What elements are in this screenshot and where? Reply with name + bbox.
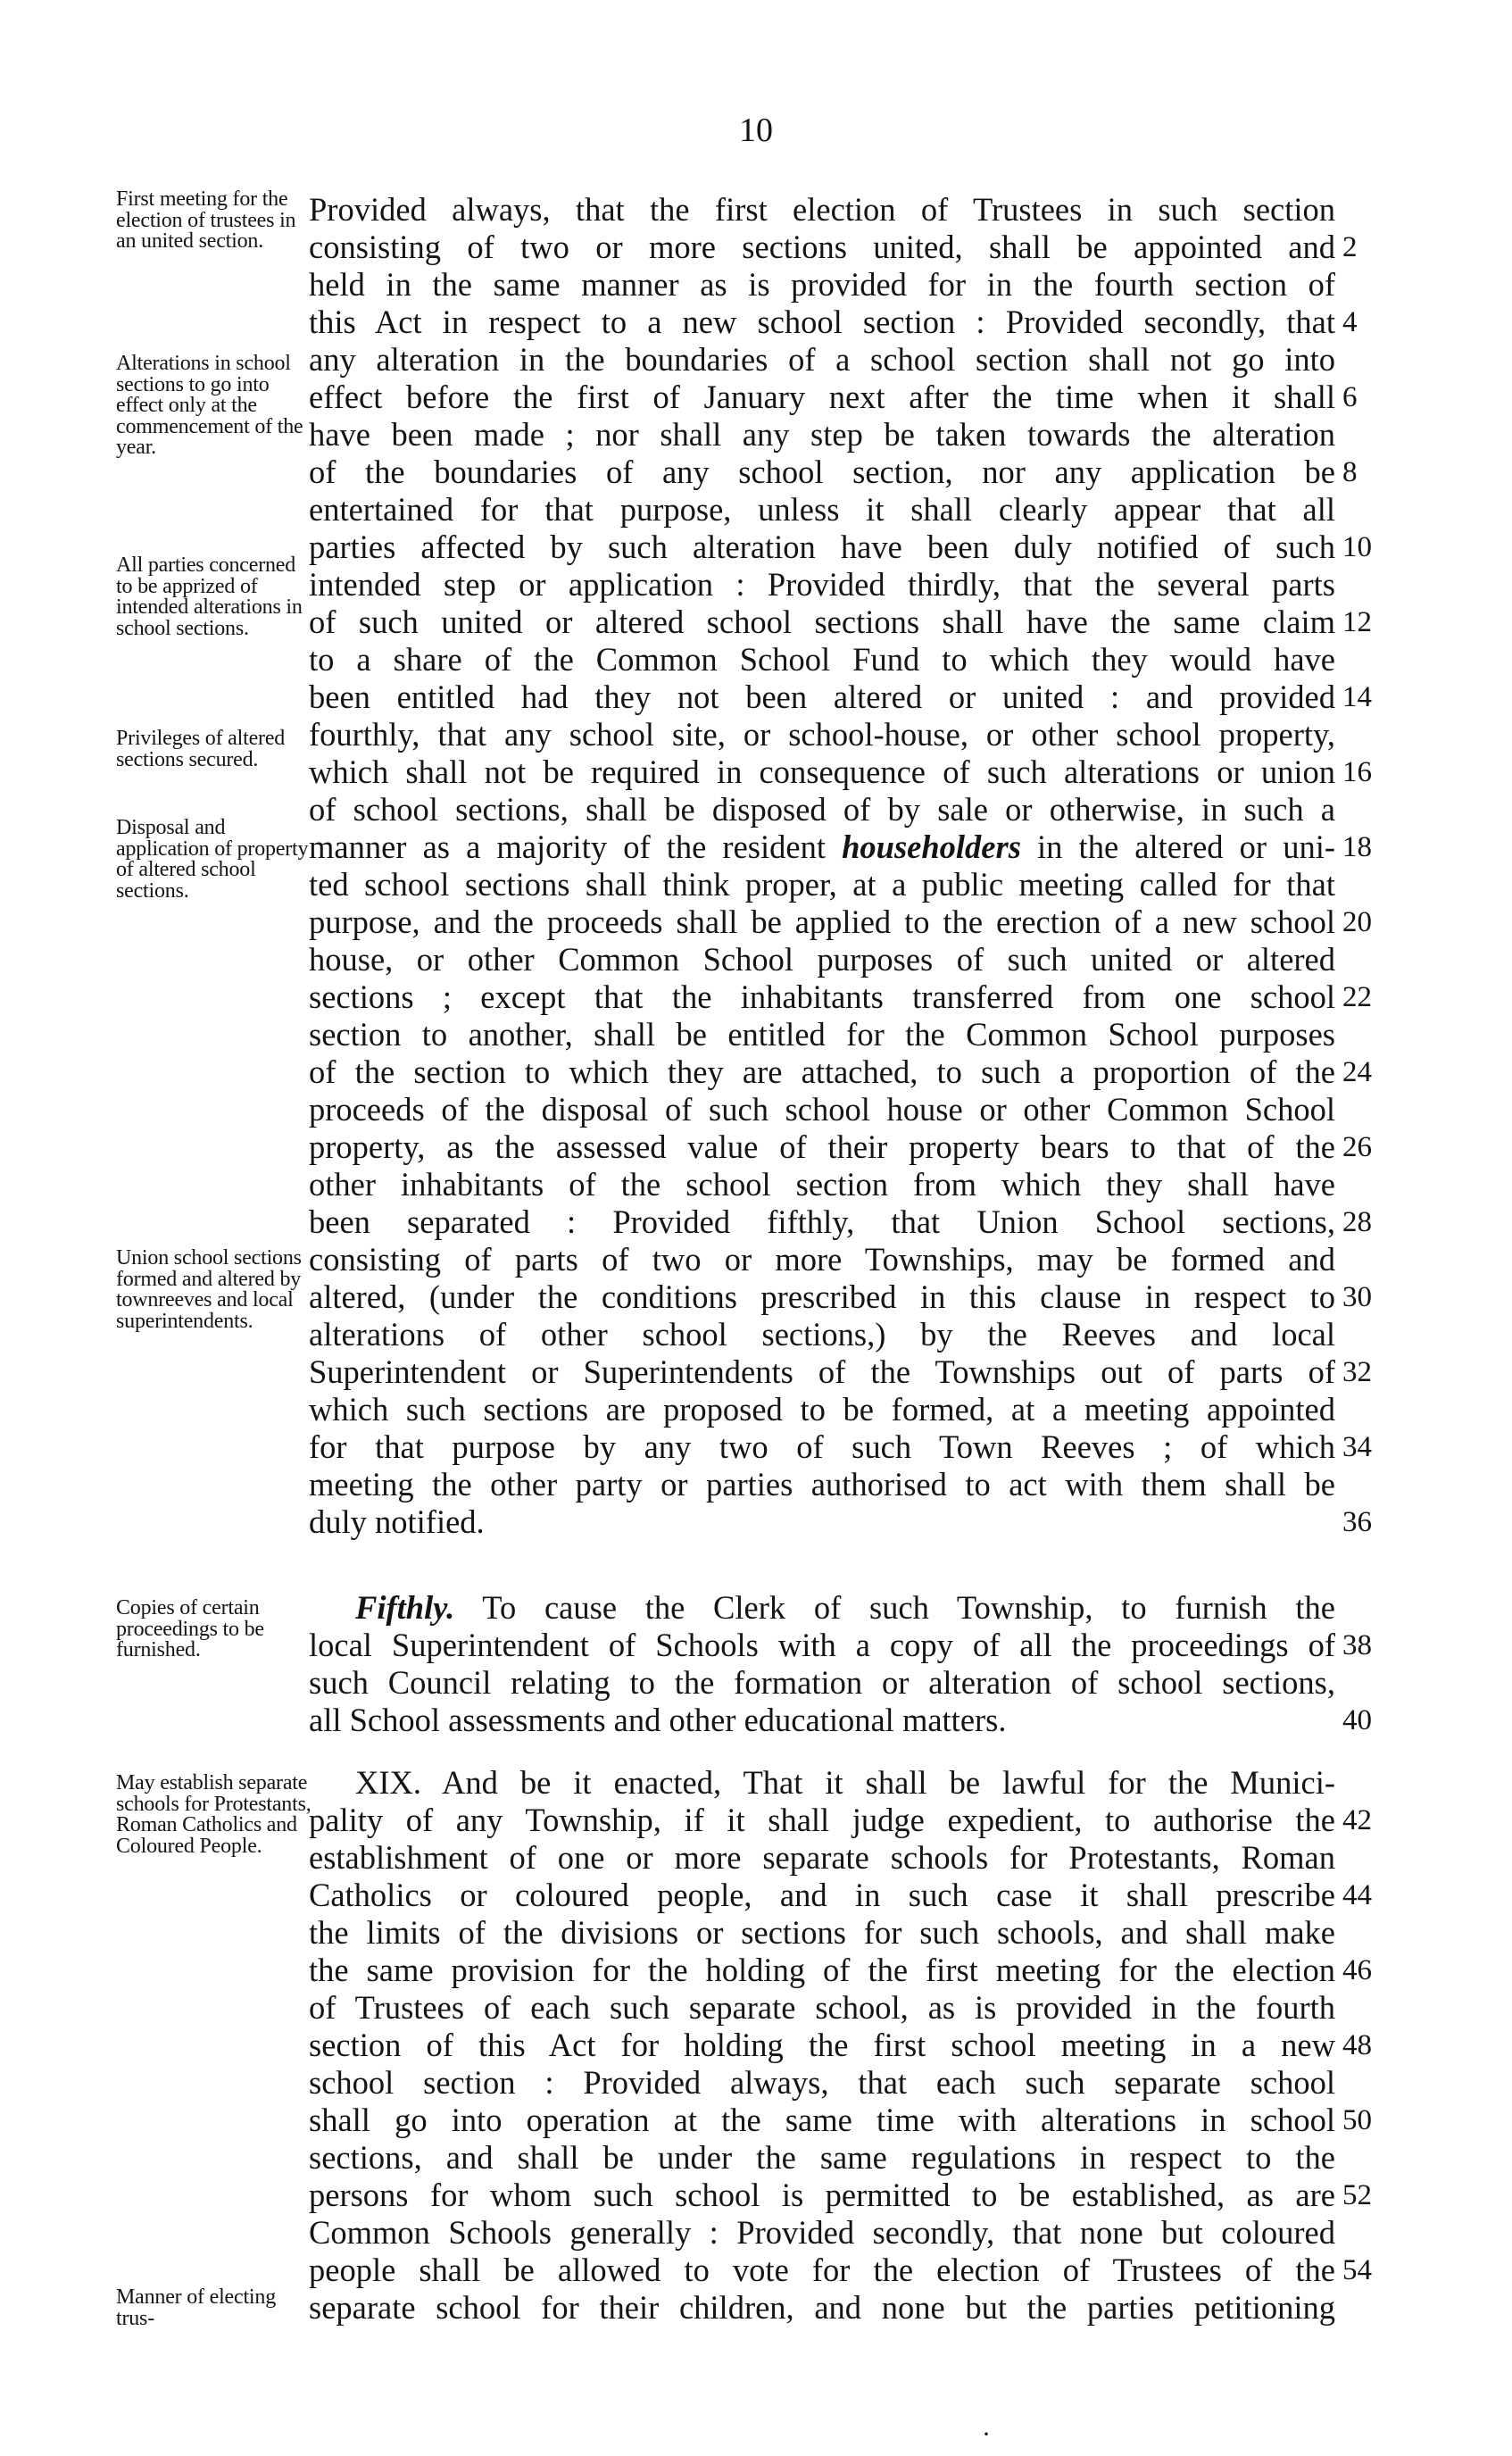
text-line: alterations of other school sections,) by the Reeves and local xyxy=(309,1316,1335,1353)
text-fragment: manner as a majority of the resident xyxy=(309,828,826,865)
text-line: intended step or application : Provided thirdly, that the several parts xyxy=(309,566,1335,603)
line-number: 26 xyxy=(1342,1131,1372,1163)
text-line: ted school sections shall think proper, at a public meeting called for that xyxy=(309,866,1335,903)
page-number: 10 xyxy=(739,112,773,149)
margin-note: All parties concerned to be apprized of intended alterations in school sections. xyxy=(116,554,303,640)
text-line: duly notified. xyxy=(309,1503,485,1540)
text-line: fourthly, that any school site, or school-house, or other school property, xyxy=(309,716,1335,753)
text-line: establishment of one or more separate schools for Protestants, Roman xyxy=(309,1839,1335,1876)
text-line: Superintendent or Superintendents of the Townships out of parts of xyxy=(309,1353,1335,1390)
text-line: sections, and shall be under the same regulations in respect to the xyxy=(309,2139,1335,2176)
text-line: consisting of two or more sections united, shall be appointed and xyxy=(309,229,1335,265)
text-line: purpose, and the proceeds shall be applied to the erection of a new school xyxy=(309,903,1335,940)
text-line: persons for whom such school is permitted to be established, as are xyxy=(309,2177,1335,2213)
text-line: of such united or altered school sections shall have the same claim xyxy=(309,604,1335,640)
text-line: such Council relating to the formation or alteration of school sections, xyxy=(309,1664,1335,1701)
line-number: 40 xyxy=(1342,1704,1372,1736)
text-fragment: in the altered or uni- xyxy=(1020,828,1335,865)
line-number: 16 xyxy=(1342,756,1372,788)
text-line: which shall not be required in consequence of such alterations or union xyxy=(309,753,1335,790)
margin-note: Alterations in school sections to go into effect only at the commencement of the year. xyxy=(116,352,303,459)
line-number: 22 xyxy=(1342,981,1372,1013)
italic-word: householders xyxy=(842,828,1021,865)
text-line xyxy=(309,827,1335,868)
margin-note: Privileges of altered sections secured. xyxy=(116,727,286,771)
text-line: Common Schools generally : Provided secondly, that none but coloured xyxy=(309,2214,1335,2251)
text-line: people shall be allowed to vote for the election of Trustees of the xyxy=(309,2252,1335,2288)
text-line: of school sections, shall be disposed of by sale or otherwise, in such a xyxy=(309,791,1335,828)
line-number: 48 xyxy=(1342,2029,1372,2061)
text-line: meeting the other party or parties authorised to act with them shall be xyxy=(309,1466,1335,1503)
text-line: Provided always, that the first election of Trustees in such section xyxy=(309,191,1335,228)
text-line: Catholics or coloured people, and in such case it shall prescribe xyxy=(309,1877,1335,1913)
line-number: 24 xyxy=(1342,1056,1372,1088)
text-line: local Superintendent of Schools with a copy of all the proceedings of xyxy=(309,1627,1335,1663)
line-number: 42 xyxy=(1342,1804,1372,1836)
text-line: held in the same manner as is provided for in the fourth section of xyxy=(309,266,1335,303)
text-line: parties affected by such alteration have been duly notified of such xyxy=(309,529,1335,565)
line-number: 18 xyxy=(1342,831,1372,863)
text-line: proceeds of the disposal of such school house or other Common School xyxy=(309,1091,1335,1128)
text-line: consisting of parts of two or more Townships, may be formed and xyxy=(309,1241,1335,1278)
text-line: of the boundaries of any school section, nor any application be xyxy=(309,454,1335,490)
text-line: house, or other Common School purposes of such united or altered xyxy=(309,941,1335,978)
text-line: entertained for that purpose, unless it shall clearly appear that all xyxy=(309,491,1335,528)
line-number: 2 xyxy=(1342,231,1358,263)
text-line: XIX. And be it enacted, That it shall be lawful for the Munici- xyxy=(355,1764,1335,1801)
text-line: for that purpose by any two of such Town Reeves ; of which xyxy=(309,1428,1335,1465)
text-line: shall go into operation at the same time with alterations in school xyxy=(309,2102,1335,2138)
margin-note: Disposal and application of property of altered school sections. xyxy=(116,816,309,903)
line-number: 50 xyxy=(1342,2104,1372,2136)
italic-word: Fifthly. xyxy=(355,1589,455,1626)
text-line: section to another, shall be entitled for the Common School purposes xyxy=(309,1016,1335,1053)
text-line: to a share of the Common School Fund to which they would have xyxy=(309,641,1335,678)
line-number: 6 xyxy=(1342,381,1358,413)
margin-note: First meeting for the election of trustees in an united section. xyxy=(116,187,296,253)
text-line: effect before the first of January next after the time when it shall xyxy=(309,379,1335,415)
line-number: 30 xyxy=(1342,1281,1372,1313)
text-fragment: To cause the Clerk of such Township, to furnish the xyxy=(454,1589,1335,1626)
margin-note: Copies of certain proceedings to be furnished. xyxy=(116,1596,264,1661)
line-number: 8 xyxy=(1342,456,1358,488)
text-line: property, as the assessed value of their property bears to that of the xyxy=(309,1128,1335,1165)
margin-note: May establish separate schools for Protestants, Roman Catholics and Coloured People. xyxy=(116,1771,312,1858)
text-line: which such sections are proposed to be formed, at a meeting appointed xyxy=(309,1391,1335,1428)
line-number: 52 xyxy=(1342,2179,1372,2211)
line-number: 32 xyxy=(1342,1356,1372,1388)
text-line: have been made ; nor shall any step be taken towards the alteration xyxy=(309,416,1335,453)
text-line: of Trustees of each such separate school, as is provided in the fourth xyxy=(309,1989,1335,2026)
text-line: the same provision for the holding of the first meeting for the election xyxy=(309,1952,1335,1988)
text-line xyxy=(309,1587,1335,1628)
line-number: 14 xyxy=(1342,681,1372,713)
margin-note: Union school sections formed and altered by townreeves and local superintendents. xyxy=(116,1246,302,1333)
text-line: all School assessments and other educational matters. xyxy=(309,1702,1007,1738)
print-mark: · xyxy=(982,2419,991,2449)
text-line: other inhabitants of the school section from which they shall have xyxy=(309,1166,1335,1203)
line-number: 38 xyxy=(1342,1629,1372,1661)
line-number: 54 xyxy=(1342,2254,1372,2286)
line-number: 20 xyxy=(1342,906,1372,938)
text-line: altered, (under the conditions prescribed in this clause in respect to xyxy=(309,1278,1335,1315)
text-line: school section : Provided always, that each such separate school xyxy=(309,2064,1335,2101)
line-number: 4 xyxy=(1342,306,1358,338)
line-number: 28 xyxy=(1342,1206,1372,1238)
line-number: 36 xyxy=(1342,1506,1372,1538)
text-line: of the section to which they are attached, to such a proportion of the xyxy=(309,1053,1335,1090)
line-number: 34 xyxy=(1342,1431,1372,1463)
line-number: 44 xyxy=(1342,1879,1372,1911)
text-line: this Act in respect to a new school section : Provided secondly, that xyxy=(309,304,1335,340)
line-number: 10 xyxy=(1342,531,1372,563)
text-line: sections ; except that the inhabitants transferred from one school xyxy=(309,978,1335,1015)
text-line: been separated : Provided fifthly, that Union School sections, xyxy=(309,1203,1335,1240)
line-number: 46 xyxy=(1342,1954,1372,1986)
text-line: pality of any Township, if it shall judge expedient, to authorise the xyxy=(309,1802,1335,1838)
margin-note: Manner of electing trus- xyxy=(116,2285,276,2330)
text-line: section of this Act for holding the first school meeting in a new xyxy=(309,2027,1335,2063)
text-line: been entitled had they not been altered or united : and provided xyxy=(309,679,1335,715)
text-line: any alteration in the boundaries of a school section shall not go into xyxy=(309,341,1335,378)
text-line: the limits of the divisions or sections for such schools, and shall make xyxy=(309,1914,1335,1951)
text-line: separate school for their children, and none but the parties petitioning xyxy=(309,2289,1335,2326)
line-number: 12 xyxy=(1342,606,1372,638)
